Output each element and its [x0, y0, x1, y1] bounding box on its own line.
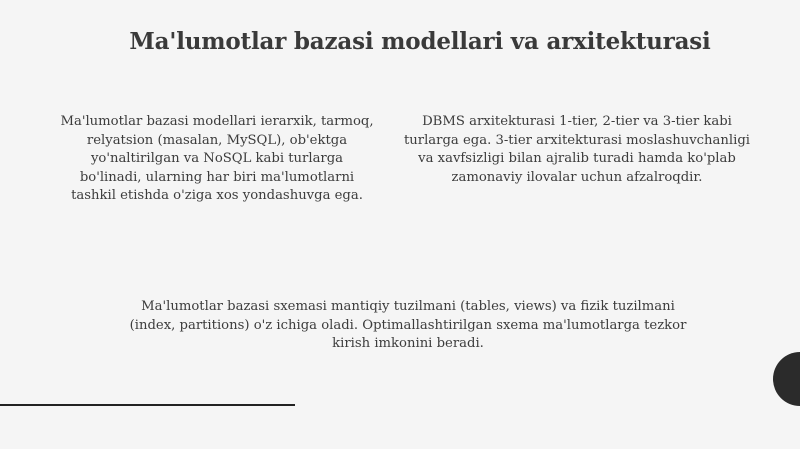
- decorative-circle: [773, 352, 800, 406]
- paragraph-dbms-architecture: DBMS arxitekturasi 1-tier, 2-tier va 3-tier kabi turlarga ega. 3-tier arxitekturasi moslashuvchanligi va xavfsizligi bilan ajralib turadi hamda ko'plab zamonaviy ilovalar uchun afzalroqdir.: [403, 114, 750, 185]
- slide-title: Ma'lumotlar bazasi modellari va arxitekturasi: [129, 28, 711, 55]
- paragraph-database-schema: Ma'lumotlar bazasi sxemasi mantiqiy tuzilmani (tables, views) va fizik tuzilmani (index, partitions) o'z ichiga oladi. Optimallashtirilgan sxema ma'lumotlarga tezkor kirish imkonini beradi.: [129, 299, 687, 351]
- paragraph-database-models: Ma'lumotlar bazasi modellari ierarxik, tarmoq, relyatsion (masalan, MySQL), ob'ektga yo'naltirilgan va NoSQL kabi turlarga bo'linadi, ularning har biri ma'lumotlarni tashkil etishda o'ziga xos yondashuvga ega.: [60, 114, 374, 203]
- decorative-divider-line: [0, 404, 295, 406]
